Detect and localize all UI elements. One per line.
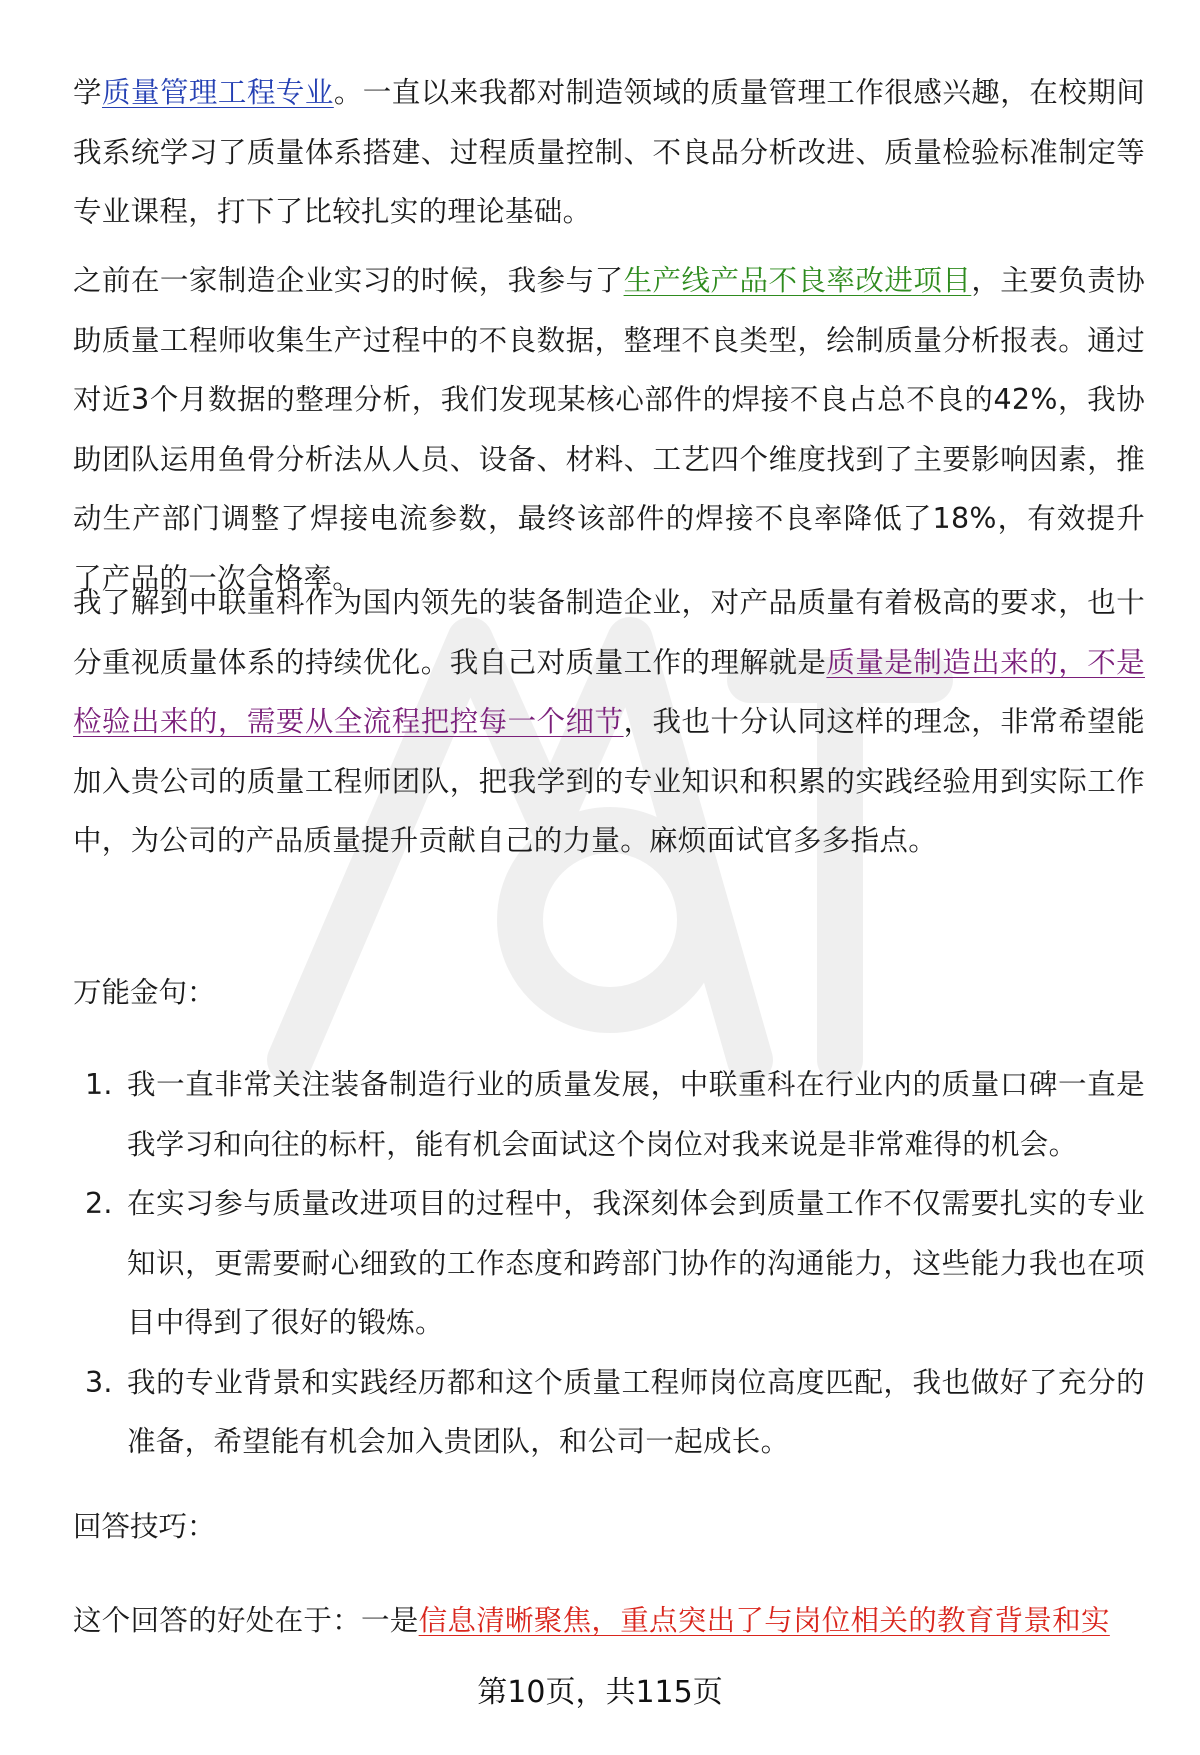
list-item-text: 我的专业背景和实践经历都和这个质量工程师岗位高度匹配，我也做好了充分的准备，希望能有机会加入贵团队，和公司一起成长。 — [127, 1365, 1145, 1458]
section-heading-golden: 万能金句： — [73, 976, 216, 1009]
info-focus-link[interactable]: 信息清晰聚焦，重点突出了与岗位相关的教育背景和实 — [418, 1604, 1110, 1637]
list-number: 2. — [85, 1187, 113, 1220]
project-link[interactable]: 生产线产品不良率改进项目 — [623, 264, 972, 297]
list-number: 3. — [85, 1365, 113, 1399]
list-item-text: 在实习参与质量改进项目的过程中，我深刻体会到质量工作不仅需要扎实的专业知识，更需要耐心细致的工作态度和跨部门协作的沟通能力，这些能力我也在项目中得到了很好的锻炼。 — [127, 1187, 1145, 1339]
paragraph-tips — [73, 1591, 1145, 1651]
list-number: 1. — [85, 1068, 113, 1101]
page-number: 第10页，共115页 — [477, 1675, 723, 1710]
list-item-text: 我一直非常关注装备制造行业的质量发展，中联重科在行业内的质量口碑一直是我学习和向往的标杆，能有机会面试这个岗位对我来说是非常难得的机会。 — [127, 1068, 1145, 1161]
list-item — [73, 1353, 1145, 1472]
paragraph-text: 我了解到中联重科作为国内领先的装备制造企业，对产品质量有着极高的要求，也十分重视质量体系的持续优化。我自己对质量工作的理解就是 — [73, 586, 1145, 679]
major-link[interactable]: 质量管理工程专业 — [101, 76, 334, 109]
list-item — [73, 1055, 1145, 1174]
section-heading-tips: 回答技巧： — [73, 1510, 216, 1543]
golden-sentence-list — [73, 1055, 1145, 1472]
paragraph-text: ，我也十分认同这样的理念，非常希望能加入贵公司的质量工程师团队，把我学到的专业知识和积累的实践经验用到实际工作中，为公司的产品质量提升贡献自己的力量。麻烦面试官多多指点。 — [73, 705, 1145, 857]
paragraph-text: 学 — [73, 76, 102, 109]
paragraph-text: 。一直以来我都对制造领域的质量管理工作很感兴趣，在校期间我系统学习了质量体系搭建、过程质量控制、不良品分析改进、质量检验标准制定等专业课程，打下了比较扎实的理论基础。 — [73, 76, 1145, 228]
quality-concept-link[interactable]: 质量是制造出来的，不是检验出来的，需要从全流程把控每一个细节 — [73, 645, 1145, 738]
paragraph-text: ，主要负责协助质量工程师收集生产过程中的不良数据，整理不良类型，绘制质量分析报表。通过对近3个月数据的整理分析，我们发现某核心部件的焊接不良占总不良的42%，我协助团队运用鱼骨分析法从人员、设备、材料、工艺四个维度找到了主要影响因素，推动生产部门调整了焊接电流参数，最终该部件的焊接不良率降低了18%，有效提升了产品的一次合格率。 — [73, 264, 1145, 595]
paragraph-company — [73, 573, 1145, 871]
paragraph-text: 之前在一家制造企业实习的时候，我参与了 — [73, 264, 624, 297]
paragraph-internship — [73, 251, 1145, 608]
paragraph-text: 这个回答的好处在于：一是 — [73, 1604, 419, 1637]
list-item — [73, 1174, 1145, 1353]
paragraph-education — [73, 63, 1145, 242]
